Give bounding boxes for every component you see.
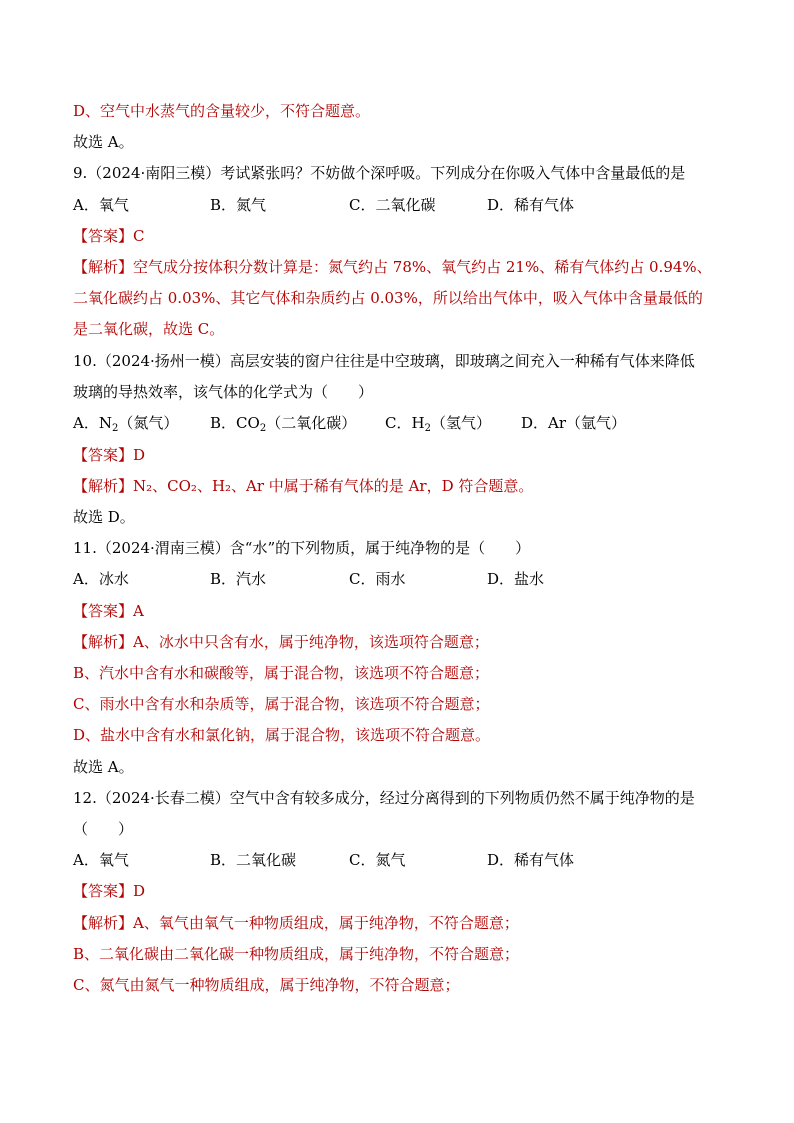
answer-value: A — [133, 602, 144, 620]
q12-explanation-2: B、二氧化碳由二氧化碳一种物质组成，属于纯净物，不符合题意； — [73, 945, 520, 963]
option-text: （二氧化碳） — [266, 414, 357, 432]
q10-option-a — [73, 412, 178, 434]
q10-option-b — [210, 412, 356, 434]
option-text: （氢气） — [430, 414, 491, 432]
question-12-line-2: （ ） — [73, 820, 134, 838]
q10-explanation — [73, 475, 533, 497]
answer-tag: 【答案】 — [73, 446, 134, 464]
q11-answer — [73, 600, 144, 622]
q10-conclusion: 故选 D。 — [73, 508, 135, 526]
q11-option-d: D．盐水 — [487, 570, 545, 588]
explanation-text: 空气成分按体积分数计算是：氮气约占 78%、氧气约占 21%、稀有气体约占 0.94%、 — [133, 258, 712, 276]
q10-option-c — [385, 412, 491, 434]
q9-option-a: A．氧气 — [73, 196, 129, 214]
option-text: C．H — [385, 414, 425, 432]
explanation-tag: 【解析】 — [73, 633, 134, 651]
q12-answer — [73, 880, 145, 902]
q10-option-d: D．Ar（氩气） — [521, 414, 627, 432]
q12-option-a: A．氧气 — [73, 851, 129, 869]
q11-explanation-2: B、汽水中含有水和碳酸等，属于混合物，该选项不符合题意； — [73, 664, 490, 682]
q11-explanation-3: C、雨水中含有水和杂质等，属于混合物，该选项不符合题意； — [73, 695, 490, 713]
option-text: （氮气） — [118, 414, 179, 432]
answer-tag: 【答案】 — [73, 602, 134, 620]
q12-explanation-1 — [73, 912, 519, 934]
q12-explanation-3: C、氮气由氮气一种物质组成，属于纯净物，不符合题意； — [73, 976, 460, 994]
q11-option-c: C．雨水 — [349, 570, 406, 588]
subscript: 2 — [424, 423, 431, 434]
question-10-line-2: 玻璃的导热效率，该气体的化学式为（ ） — [73, 383, 374, 401]
q9-option-b: B．氮气 — [210, 196, 267, 214]
explanation-tag: 【解析】 — [73, 477, 134, 495]
answer-tag: 【答案】 — [73, 227, 134, 245]
q9-answer — [73, 225, 145, 247]
question-12-line-1: 12.（2024·长春二模）空气中含有较多成分，经过分离得到的下列物质仍然不属于纯净物的是 — [73, 789, 695, 807]
explanation-text: N₂、CO₂、H₂、Ar 中属于稀有气体的是 Ar，D 符合题意。 — [133, 477, 534, 495]
explanation-tag: 【解析】 — [73, 258, 134, 276]
question-10-line-1: 10.（2024·扬州一模）高层安装的窗户往往是中空玻璃，即玻璃之间充入一种稀有气体来降低 — [73, 352, 695, 370]
q10-answer — [73, 444, 145, 466]
q9-option-c: C．二氧化碳 — [349, 196, 436, 214]
option-text: B．CO — [210, 414, 260, 432]
explanation-text: A、冰水中只含有水，属于纯净物，该选项符合题意； — [133, 633, 489, 651]
explanation-tag: 【解析】 — [73, 914, 134, 932]
answer-tag: 【答案】 — [73, 882, 134, 900]
q9-explanation-2: 二氧化碳约占 0.03%、其它气体和杂质约占 0.03%，所以给出气体中，吸入气体中含量最低的 — [73, 289, 703, 307]
explanation-text: D、空气中水蒸气的含量较少，不符合题意。 — [73, 102, 371, 120]
subscript: 2 — [259, 423, 267, 434]
q11-option-b: B．汽水 — [210, 570, 267, 588]
q12-option-d: D．稀有气体 — [487, 851, 575, 869]
q11-conclusion: 故选 A。 — [73, 758, 134, 776]
q9-explanation-3: 是二氧化碳，故选 C。 — [73, 320, 225, 338]
q11-option-a: A．冰水 — [73, 570, 129, 588]
option-text: A．N — [73, 414, 112, 432]
answer-value: D — [133, 882, 146, 900]
q12-option-b: B．二氧化碳 — [210, 851, 297, 869]
subscript: 2 — [111, 423, 119, 434]
q9-option-d: D．稀有气体 — [487, 196, 575, 214]
conclusion-line: 故选 A。 — [73, 133, 134, 151]
q12-option-c: C．氮气 — [349, 851, 406, 869]
answer-value: D — [133, 446, 146, 464]
explanation-line — [73, 100, 370, 122]
q11-explanation-4: D、盐水中含有水和氯化钠，属于混合物，该选项不符合题意。 — [73, 726, 491, 744]
q9-explanation-1 — [73, 256, 712, 278]
answer-value: C — [133, 227, 145, 245]
question-9: 9.（2024·南阳三模）考试紧张吗？不妨做个深呼吸。下列成分在你吸入气体中含量最低的是 — [73, 164, 686, 182]
q11-explanation-1 — [73, 631, 489, 653]
question-11: 11.（2024·渭南三模）含“水”的下列物质，属于纯净物的是（ ） — [73, 539, 531, 557]
explanation-text: A、氧气由氧气一种物质组成，属于纯净物，不符合题意； — [133, 914, 519, 932]
